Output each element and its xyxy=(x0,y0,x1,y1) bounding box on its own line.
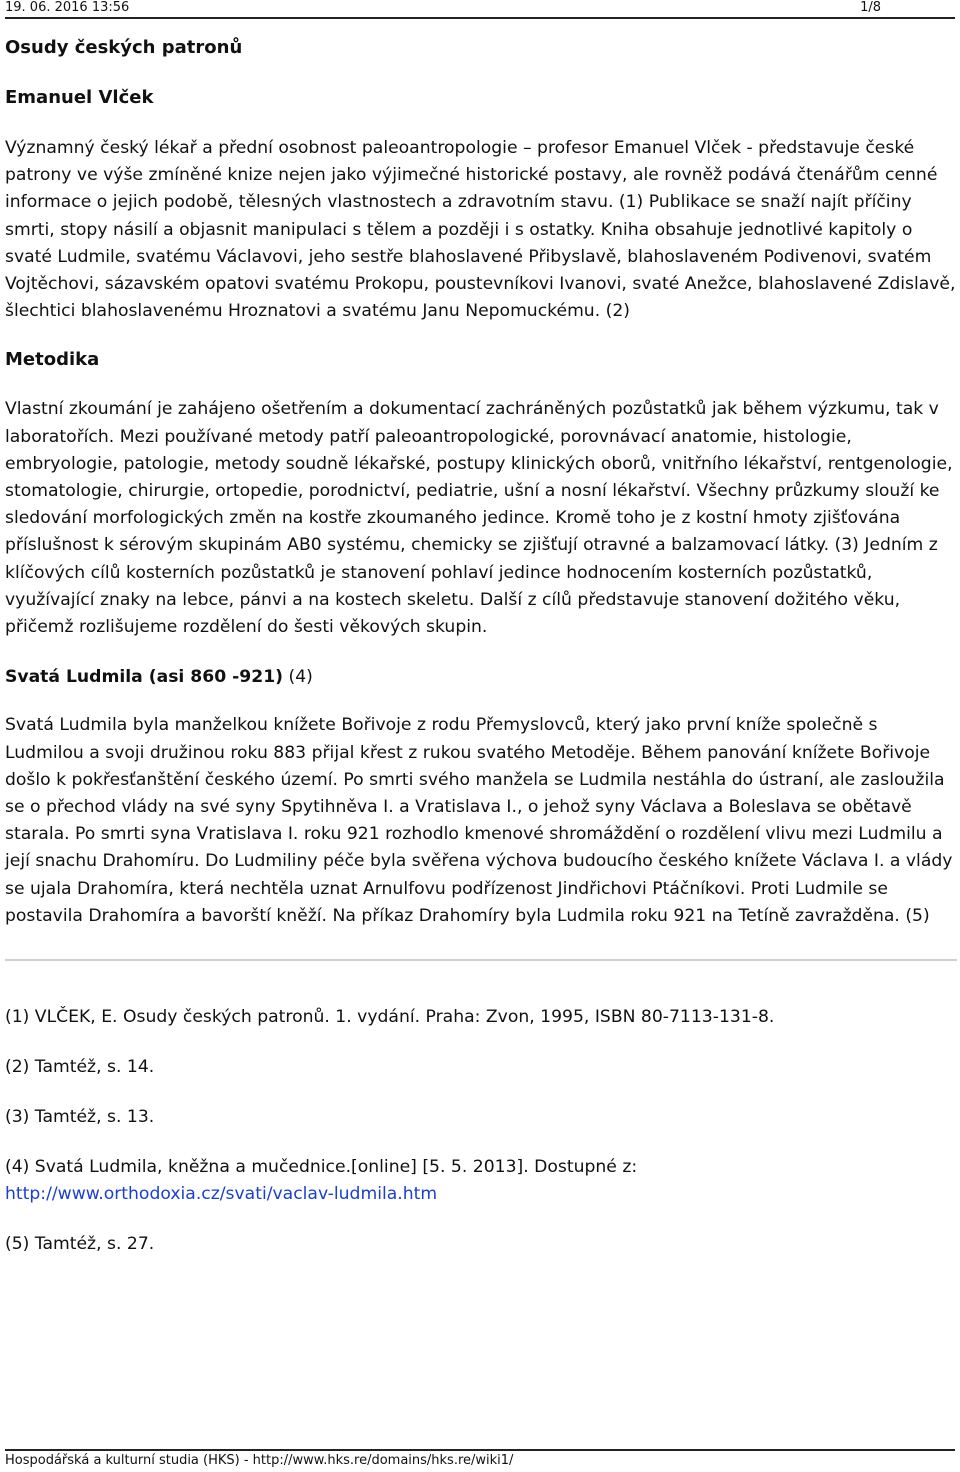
footnote-4-text: (4) Svatá Ludmila, kněžna a mučednice.[online] [5. 5. 2013]. Dostupné z: xyxy=(5,1157,638,1178)
footnote-4 xyxy=(5,1154,957,1208)
section-title-emanuel-vlcek: Emanuel Vlček xyxy=(5,87,154,108)
article-body xyxy=(5,26,957,1281)
section-title-ludmila-ref: (4) xyxy=(283,667,313,688)
section-text-metodika: Vlastní zkoumání je zahájeno ošetřením a dokumentací zachráněných pozůstatků jak během výzkumu, tak v laboratořích. Mezi používané metody patří paleoantropologické, porovnávací anatomie, histologie, embryologie, patologie, metody soudně lékařské, postupy klinických oborů, vnitřního lékařství, rentgenologie, stomatologie, chirurgie, ortopedie, porodnictví, pediatrie, ušní a nosní lékařství. Všechny průzkumy slouží ke sledování morfologických změn na kostře zkoumaného jedince. Kromě toho je z kostní hmoty zjišťována příslušnost k sérovým skupinám AB0 systému, chemicky se zjišťují otravné a balzamovací látky. (3) Jedním z klíčových cílů kosterních pozůstatků je stanovení pohlaví jedince hodnocením kosterních pozůstatků, využívající znaky na lebce, pánvi a na kostech skeletu. Další z cílů představuje stanovení dožitého věku, přičemž rozlišujeme rozdělení do šesti věkových skupin. xyxy=(5,399,953,638)
footnote-4-link[interactable]: http://www.orthodoxia.cz/svati/vaclav-ludmila.htm xyxy=(5,1184,438,1205)
section-title-ludmila xyxy=(5,664,957,691)
footnote-3: (3) Tamtéž, s. 13. xyxy=(5,1107,155,1128)
section-title-ludmila-bold: Svatá Ludmila (asi 860 -921) xyxy=(5,667,284,688)
page-footer: Hospodářská a kulturní studia (HKS) - http://www.hks.re/domains/hks.re/wiki1/ xyxy=(5,1453,514,1468)
footnote-2: (2) Tamtéž, s. 14. xyxy=(5,1057,155,1078)
page-number: 1/8 xyxy=(860,0,881,15)
header-divider xyxy=(5,17,955,19)
print-date: 19. 06. 2016 13:56 xyxy=(5,0,130,15)
footer-divider xyxy=(5,1449,955,1451)
footnote-1: (1) VLČEK, E. Osudy českých patronů. 1. vydání. Praha: Zvon, 1995, ISBN 80-7113-131-8. xyxy=(5,1007,775,1028)
footnotes xyxy=(5,1004,957,1258)
article-title: Osudy českých patronů xyxy=(5,37,243,58)
section-title-metodika: Metodika xyxy=(5,349,100,371)
section-text-ludmila: Svatá Ludmila byla manželkou knížete Bořivoje z rodu Přemyslovců, který jako první kníže společně s Ludmilou a svoji družinou roku 883 přijal křest z rukou svatého Metoděje. Během panování knížete Bořivoje došlo k pokřesťanštění českého území. Po smrti svého manžela se Ludmila nestáhla do ústraní, ale zasloužila se o přechod vlády na své syny Spytihněva I. a Vratislava I., o jehož syny Václava a Boleslava se obětavě starala. Po smrti syna Vratislava I. roku 921 rozhodlo kmenové shromáždění o rozdělení vlivu mezi Ludmilu a její snachu Drahomíru. Do Ludmiliny péče byla svěřena výchova budoucího českého knížete Václava I. a vlády se ujala Drahomíra, která nechtěla uznat Arnulfovu podřízenost Jindřichovi Ptáčníkovi. Proti Ludmile se postavila Drahomíra a bavorští kněží. Na příkaz Drahomíry byla Ludmila roku 921 na Tetíně zavražděna. (5) xyxy=(5,715,953,926)
footnote-5: (5) Tamtéž, s. 27. xyxy=(5,1234,155,1255)
page-header xyxy=(5,0,955,16)
footnotes-divider xyxy=(5,959,957,961)
section-text-emanuel-vlcek: Významný český lékař a přední osobnost paleoantropologie – profesor Emanuel Vlček - představuje české patrony ve výše zmíněné knize nejen jako výjimečné historické postavy, ale rovněž podává čtenářům cenné informace o jejich podobě, tělesných vlastnostech a zdravotním stavu. (1) Publikace se snaží najít příčiny smrti, stopy násilí a objasnit manipulaci s tělem a později i s ostatky. Kniha obsahuje jednotlivé kapitoly o svaté Ludmile, svatému Václavovi, jeho sestře blahoslavené Přibyslavě, blahoslaveném Podivenovi, svatém Vojtěchovi, sázavském opatovi svatému Prokopu, poustevníkovi Ivanovi, svaté Anežce, blahoslavené Zdislavě, šlechtici blahoslavenému Hroznatovi a svatému Janu Nepomuckému. (2) xyxy=(5,138,956,322)
